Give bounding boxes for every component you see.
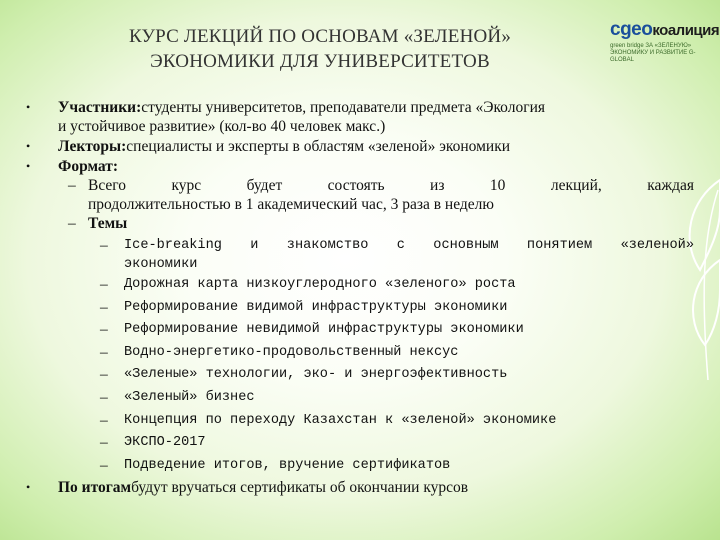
title-line-1: КУРС ЛЕКЦИЙ ПО ОСНОВАМ «ЗЕЛЕНОЙ» <box>128 26 512 47</box>
bullet-icon: • <box>26 100 31 114</box>
topic-item <box>26 432 694 455</box>
format-description <box>26 176 694 214</box>
format-label: Формат: <box>58 158 119 175</box>
topic-text: Дорожная карта низкоуглеродного «зеленого» роста <box>124 277 516 292</box>
dash-icon: – <box>100 237 108 254</box>
logo-subtitle-2: ЭКОНОМИКУ И РАЗВИТИЕ G-GLOBAL <box>610 50 696 63</box>
topic-item <box>26 233 694 274</box>
topic-item <box>26 410 694 433</box>
topics-label: Темы <box>88 215 128 232</box>
page-title <box>95 24 545 74</box>
dash-icon: – <box>100 411 108 429</box>
bullet-icon: • <box>26 480 31 495</box>
bullet-icon: • <box>26 139 31 153</box>
lecturers-label: Лекторы: <box>58 138 127 155</box>
bullet-icon: • <box>26 159 31 173</box>
format-line-1: Всего курс будет состоять из 10 лекций, каждая <box>88 177 694 194</box>
topic-item <box>26 342 694 365</box>
logo-subtitle <box>610 43 710 64</box>
lecturers-text: специалисты и эксперты в областям «зеленой» экономики <box>126 138 511 155</box>
logo-wordmark <box>610 19 720 41</box>
topic-item <box>26 297 694 320</box>
results-text: будут вручаться сертификаты об окончании курсов <box>131 479 469 497</box>
topic-text: «Зеленый» бизнес <box>124 389 255 405</box>
topic-item <box>26 387 694 410</box>
format-line-2: продолжительностью в 1 академический час, 3 раза в неделю <box>88 196 494 213</box>
topic-text: Реформирование видимой инфраструктуры экономики <box>124 299 508 315</box>
list-item-format <box>26 157 694 176</box>
topic-text: ЭКСПО-2017 <box>124 435 206 451</box>
participants-text-1: студенты университетов, преподаватели предмета «Экология <box>141 99 545 116</box>
participants-text-2: и устойчивое развитие» (кол-во 40 человек макс.) <box>58 118 386 135</box>
participants-continued <box>26 117 694 136</box>
topic-item <box>26 319 694 342</box>
dash-icon: – <box>100 321 108 339</box>
dash-icon: – <box>100 276 108 293</box>
topic-text: «Зеленые» технологии, эко- и энергоэфективность <box>124 367 508 383</box>
coalition-logo <box>610 19 720 75</box>
topic-text: Водно-энергетико-продовольственный нексус <box>124 344 459 360</box>
participants-label: Участники: <box>58 99 142 116</box>
topic-text: Подведение итогов, вручение сертификатов <box>124 457 451 473</box>
topic-text: Ice-breaking и знакомство с основным понятием «зеленой» <box>124 238 694 253</box>
dash-icon: – <box>68 177 76 194</box>
dash-icon: – <box>100 388 108 406</box>
dash-icon: – <box>100 456 108 474</box>
topic-item <box>26 364 694 387</box>
slide-content <box>26 98 694 497</box>
list-item-lecturers <box>26 137 694 156</box>
logo-subtitle-1: green bridge ЗА «ЗЕЛЕНУЮ» <box>610 43 692 49</box>
topic-item <box>26 455 694 478</box>
topic-text: Реформирование невидимой инфраструктуры экономики <box>124 322 524 338</box>
list-item-participants <box>26 98 694 117</box>
dash-icon: – <box>100 298 108 316</box>
logo-part-2: коалиция <box>652 22 720 39</box>
title-line-2: ЭКОНОМИКИ ДЛЯ УНИВЕРСИТЕТОВ <box>150 51 490 72</box>
dash-icon: – <box>100 343 108 361</box>
dash-icon: – <box>100 434 108 452</box>
topic-text: Концепция по переходу Казахстан к «зеленой» экономике <box>124 412 557 428</box>
logo-part-1: cgeo <box>610 19 653 40</box>
topic-text-continued: экономики <box>124 257 198 272</box>
topic-item <box>26 274 694 297</box>
topics-heading <box>26 214 694 233</box>
results-label: По итогам <box>58 479 132 497</box>
dash-icon: – <box>68 215 76 232</box>
dash-icon: – <box>100 366 108 384</box>
list-item-results <box>26 478 694 497</box>
